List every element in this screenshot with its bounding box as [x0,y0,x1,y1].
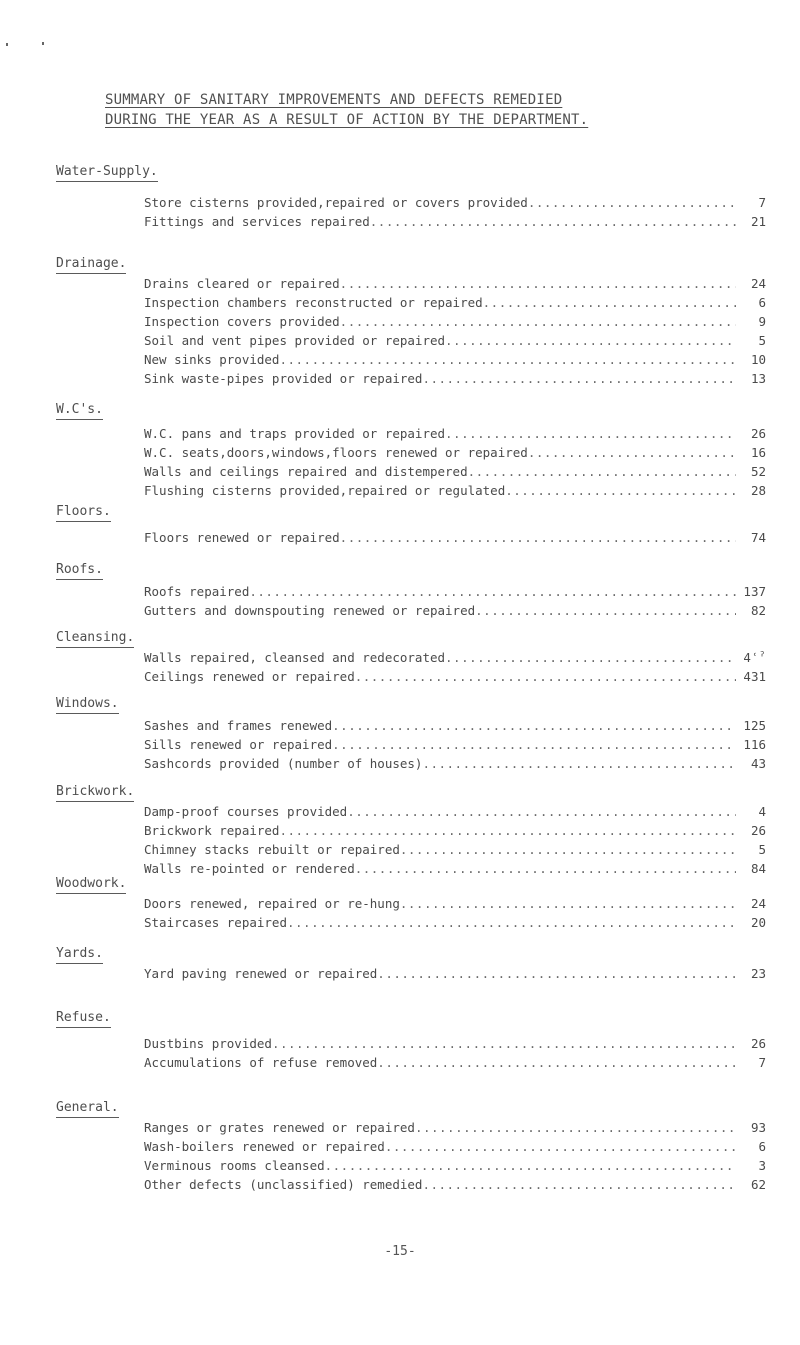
item-value: 4ʿˀ [743,650,766,665]
item-value: 7 [758,1055,766,1070]
section-heading: Woodwork. [56,875,126,894]
section-drainage [56,252,776,388]
leader-dots [279,350,736,369]
list-item [144,350,766,369]
list-item [144,735,766,754]
section-brickwork [56,780,776,878]
list-item [144,424,766,443]
list-item [144,1118,766,1137]
item-value: 6 [758,295,766,310]
list-item [144,312,766,331]
item-label: Inspection covers provided [144,314,340,329]
list-item [144,802,766,821]
section-floors [56,500,776,547]
item-value: 125 [743,718,766,733]
leader-dots [528,443,736,462]
item-value: 10 [750,352,766,367]
item-value: 431 [743,669,766,684]
item-label: Chimney stacks rebuilt or repaired [144,842,400,857]
item-label: Accumulations of refuse removed [144,1055,378,1070]
item-label: Fittings and services repaired [144,214,370,229]
section-heading: Drainage. [56,255,126,274]
item-label: W.C. seats,doors,windows,floors renewed or repaired [144,445,528,460]
leader-dots [445,331,736,350]
section-wcs [56,398,776,500]
section-woodwork [56,872,776,932]
leader-dots [445,424,736,443]
list-item [144,212,766,231]
item-value: 7 [758,195,766,210]
leader-dots [370,212,736,231]
item-value: 24 [750,896,766,911]
list-item [144,462,766,481]
section-water-supply [56,160,776,231]
item-value: 74 [750,530,766,545]
leader-dots [325,1156,736,1175]
item-value: 28 [750,483,766,498]
page-number: -15- [384,1244,416,1259]
item-label: Ceilings renewed or repaired [144,669,355,684]
section-heading: Yards. [56,945,103,964]
list-item [144,369,766,388]
leader-dots [377,1053,736,1072]
leader-dots [385,1137,736,1156]
leader-dots [347,802,736,821]
item-label: Yard paving renewed or repaired [144,966,378,981]
item-value: 26 [750,1036,766,1051]
item-value: 6 [758,1139,766,1154]
item-value: 24 [750,276,766,291]
section-heading: Roofs. [56,561,103,580]
item-label: New sinks provided [144,352,280,367]
item-value: 82 [750,603,766,618]
item-value: 26 [750,823,766,838]
section-heading: Brickwork. [56,783,134,802]
leader-dots [422,1175,736,1194]
item-label: Floors renewed or repaired [144,530,340,545]
item-label: Brickwork repaired [144,823,280,838]
list-item [144,667,766,686]
document-title [105,90,588,130]
section-heading: Windows. [56,695,119,714]
item-label: Walls and ceilings repaired and distempered [144,464,468,479]
section-heading: Floors. [56,503,111,522]
leader-dots [279,821,736,840]
item-label: Soil and vent pipes provided or repaired [144,333,446,348]
scan-mark [42,42,44,45]
list-item [144,1175,766,1194]
list-item [144,894,766,913]
leader-dots [340,274,736,293]
item-value: 5 [758,333,766,348]
title-line-2: DURING THE YEAR AS A RESULT OF ACTION BY THE DEPARTMENT. [105,112,589,128]
list-item [144,331,766,350]
section-general [56,1096,776,1194]
item-value: 137 [743,584,766,599]
leader-dots [340,528,736,547]
list-item [144,481,766,500]
item-label: Doors renewed, repaired or re-hung [144,896,400,911]
item-value: 5 [758,842,766,857]
list-item [144,193,766,212]
item-value: 62 [750,1177,766,1192]
leader-dots [249,582,736,601]
item-value: 52 [750,464,766,479]
section-heading: Refuse. [56,1009,111,1028]
leader-dots [422,754,736,773]
leader-dots [355,667,736,686]
item-label: Walls repaired, cleansed and redecorated [144,650,446,665]
list-item [144,601,766,620]
section-heading: Water-Supply. [56,163,158,182]
list-item [144,1053,766,1072]
leader-dots [287,913,736,932]
item-label: Drains cleared or repaired [144,276,340,291]
leader-dots [475,601,736,620]
item-label: Sink waste-pipes provided or repaired [144,371,423,386]
leader-dots [377,964,736,983]
list-item [144,443,766,462]
list-item [144,716,766,735]
leader-dots [332,716,736,735]
item-label: Inspection chambers reconstructed or repaired [144,295,483,310]
list-item [144,1034,766,1053]
leader-dots [332,735,736,754]
list-item [144,1137,766,1156]
title-line-1: SUMMARY OF SANITARY IMPROVEMENTS AND DEFECTS REMEDIED [105,92,563,108]
item-label: Wash-boilers renewed or repaired [144,1139,385,1154]
item-label: Ranges or grates renewed or repaired [144,1120,415,1135]
item-value: 16 [750,445,766,460]
leader-dots [483,293,736,312]
item-label: Damp-proof courses provided [144,804,348,819]
list-item [144,648,766,667]
section-heading: Cleansing. [56,629,134,648]
section-heading: General. [56,1099,119,1118]
section-cleansing [56,626,776,686]
item-value: 93 [750,1120,766,1135]
leader-dots [400,894,736,913]
list-item [144,754,766,773]
leader-dots [272,1034,736,1053]
item-value: 43 [750,756,766,771]
item-label: W.C. pans and traps provided or repaired [144,426,446,441]
item-value: 20 [750,915,766,930]
list-item [144,821,766,840]
item-value: 13 [750,371,766,386]
leader-dots [528,193,736,212]
item-label: Gutters and downspouting renewed or repaired [144,603,476,618]
item-value: 21 [750,214,766,229]
leader-dots [415,1118,736,1137]
item-label: Sills renewed or repaired [144,737,333,752]
section-yards [56,942,776,983]
leader-dots [422,369,736,388]
list-item [144,274,766,293]
leader-dots [400,840,736,859]
item-value: 23 [750,966,766,981]
item-label: Sashcords provided (number of houses) [144,756,423,771]
list-item [144,840,766,859]
item-value: 84 [750,861,766,876]
item-label: Flushing cisterns provided,repaired or regulated [144,483,506,498]
item-value: 3 [758,1158,766,1173]
item-value: 4 [758,804,766,819]
item-label: Dustbins provided [144,1036,272,1051]
section-roofs [56,558,776,620]
item-label: Roofs repaired [144,584,250,599]
item-value: 9 [758,314,766,329]
item-label: Store cisterns provided,repaired or covers provided [144,195,528,210]
item-label: Sashes and frames renewed [144,718,333,733]
item-label: Staircases repaired [144,915,287,930]
leader-dots [505,481,736,500]
section-heading: W.C's. [56,401,103,420]
item-label: Other defects (unclassified) remedied [144,1177,423,1192]
list-item [144,528,766,547]
item-value: 26 [750,426,766,441]
item-value: 116 [743,737,766,752]
list-item [144,1156,766,1175]
list-item [144,582,766,601]
leader-dots [340,312,736,331]
list-item [144,964,766,983]
section-windows [56,692,776,773]
scan-mark [6,43,8,46]
list-item [144,293,766,312]
leader-dots [445,648,736,667]
item-label: Walls re-pointed or rendered [144,861,355,876]
section-refuse [56,1006,776,1072]
list-item [144,913,766,932]
item-label: Verminous rooms cleansed [144,1158,325,1173]
leader-dots [468,462,736,481]
